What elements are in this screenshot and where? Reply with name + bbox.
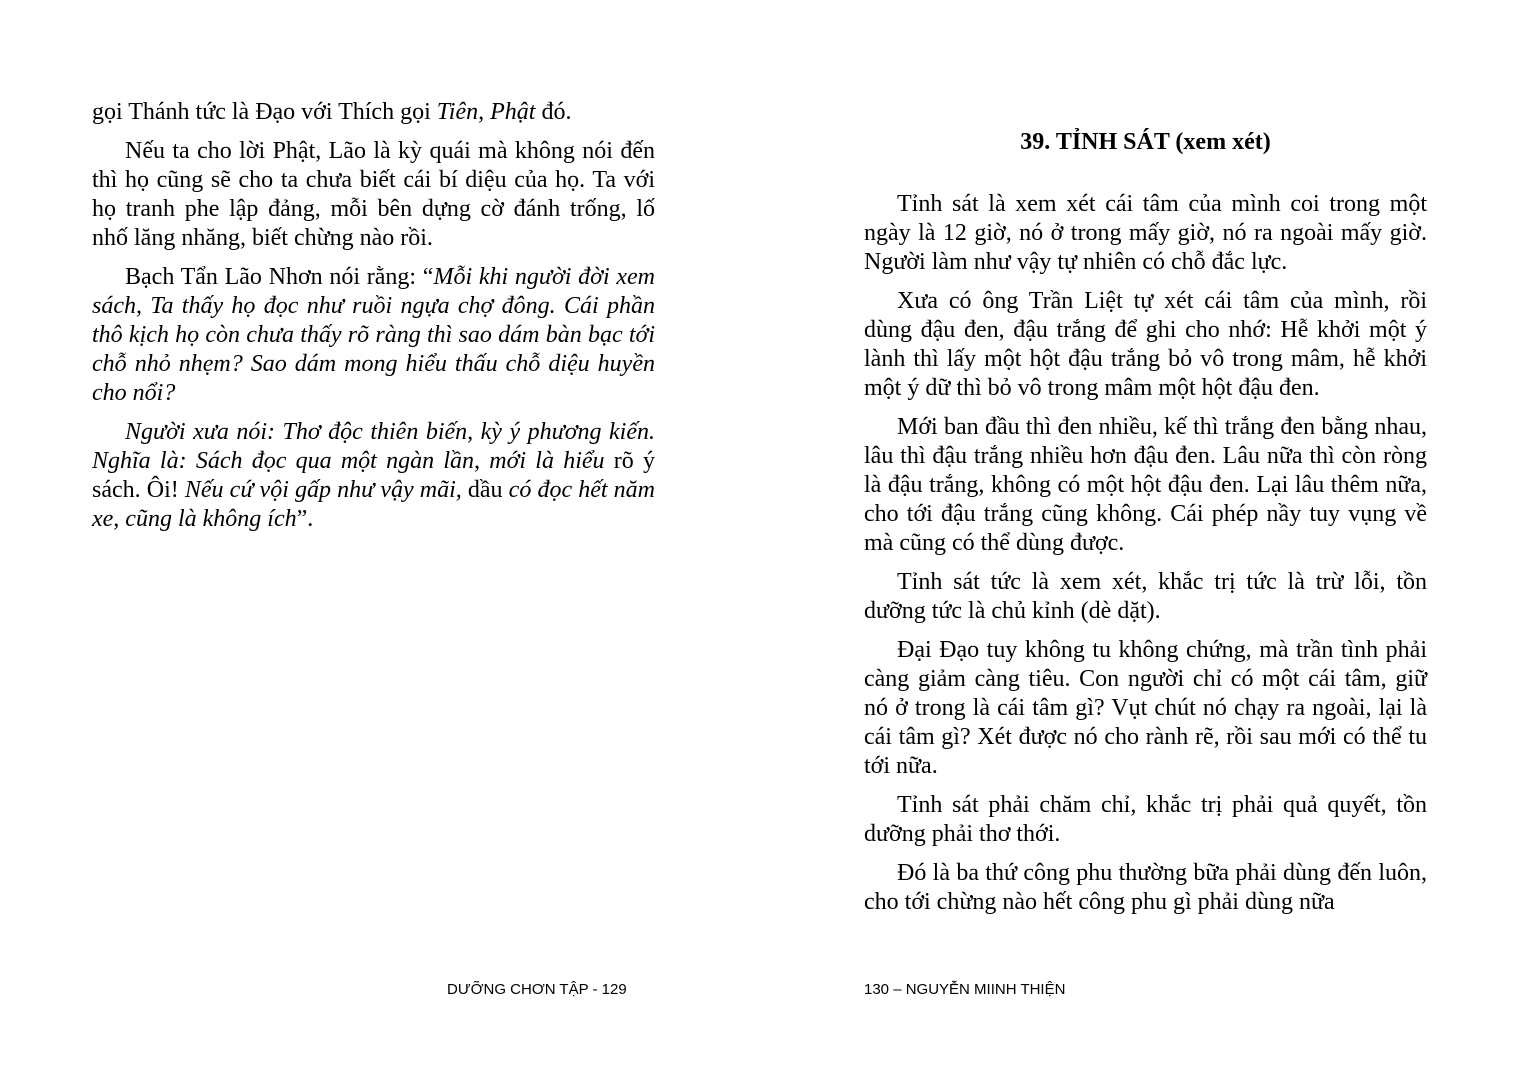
left-page-footer: DƯỠNG CHƠN TẬP - 129 (447, 981, 627, 998)
paragraph (864, 413, 1427, 558)
text-run: Đó là ba thứ công phu thường bữa phải dùng đến luôn, cho tới chừng nào hết công phu gì phải dùng nữa (864, 860, 1427, 915)
italic-text-run: Tiên, Phật (436, 99, 536, 125)
text-run: Tỉnh sát phải chăm chỉ, khắc trị phải quả quyết, tồn dưỡng phải thơ thới. (864, 792, 1427, 847)
text-run: dầu (461, 477, 509, 503)
text-run: rõ ý sách. Ôi! (92, 448, 655, 503)
italic-text-run: Mỗi khi người đời xem sách, Ta thấy họ đọc như ruồi ngựa chợ đông. Cái phần thô kịch họ còn chưa thấy rõ ràng thì sao dám bàn bạc tới chỗ nhỏ nhẹm? Sao dám mong hiểu thấu chỗ diệu huyền cho nổi? (92, 264, 655, 406)
chapter-heading: 39. TỈNH SÁT (xem xét) (1020, 129, 1271, 155)
paragraph (92, 137, 655, 253)
paragraph (864, 791, 1427, 849)
text-run: Bạch Tẩn Lão Nhơn nói rằng: “ (125, 264, 434, 290)
right-page (864, 0, 1427, 1076)
paragraph (864, 568, 1427, 626)
text-run: Nếu ta cho lời Phật, Lão là kỳ quái mà không nói đến thì họ cũng sẽ cho ta chưa biết cái bí diệu của họ. Ta với họ tranh phe lập đảng, mỗi bên dựng cờ đánh trống, lố nhố lăng nhăng, biết chừng nào rồi. (92, 138, 655, 251)
italic-text-run: có đọc hết năm xe, cũng là không ích (92, 477, 656, 532)
paragraph (864, 859, 1427, 917)
text-run: Tỉnh sát tức là xem xét, khắc trị tức là trừ lỗi, tồn dưỡng tức là chủ kỉnh (dè dặt). (864, 569, 1427, 624)
italic-text-run: Nếu cứ vội gấp như vậy mãi, (184, 477, 462, 503)
paragraph (864, 636, 1427, 781)
right-page-footer: 130 – NGUYỄN MIINH THIỆN (864, 981, 1066, 998)
left-page (92, 0, 655, 1076)
paragraph (92, 263, 655, 408)
paragraph (92, 98, 655, 127)
paragraph (864, 287, 1427, 403)
text-run: Xưa có ông Trần Liệt tự xét cái tâm của mình, rồi dùng đậu đen, đậu trắng để ghi cho nhớ: Hễ khởi một ý lành thì lấy một hột đậu trắng bỏ vô trong mâm, hễ khởi một ý dữ thì bỏ vô trong mâm một hột đậu đen. (864, 288, 1427, 401)
paragraph (864, 190, 1427, 277)
text-run: ”. (296, 506, 314, 532)
text-run: gọi Thánh tức là Đạo với Thích gọi (92, 99, 437, 125)
italic-text-run: Người xưa nói: Thơ độc thiên biến, kỳ ý phương kiến. Nghĩa là: Sách đọc qua một ngàn lần, mới là hiểu (92, 419, 655, 474)
text-run: Mới ban đầu thì đen nhiều, kế thì trắng đen bằng nhau, lâu thì đậu trắng nhiều hơn đậu đen. Lâu nữa thì còn ròng là đậu trắng, không có một hột đậu đen. Lại lâu thêm nữa, cho tới đậu trắng cũng không. Cái phép nầy tuy vụng về mà cũng có thể dùng được. (864, 414, 1427, 556)
paragraph (92, 418, 655, 534)
right-page-body (864, 190, 1427, 927)
text-run: Đại Đạo tuy không tu không chứng, mà trần tình phải càng giảm càng tiêu. Con người chỉ có một cái tâm, giữ nó ở trong là cái tâm gì? Vụt chút nó chạy ra ngoài, lại là cái tâm gì? Xét được nó cho rành rẽ, rồi sau mới có thể tu tới nữa. (864, 637, 1427, 779)
text-run: Tỉnh sát là xem xét cái tâm của mình coi trong một ngày là 12 giờ, nó ở trong mấy giờ, nó ra ngoài mấy giờ. Người làm như vậy tự nhiên có chỗ đắc lực. (864, 191, 1427, 275)
text-run: đó. (535, 99, 572, 125)
left-page-body (92, 98, 655, 544)
